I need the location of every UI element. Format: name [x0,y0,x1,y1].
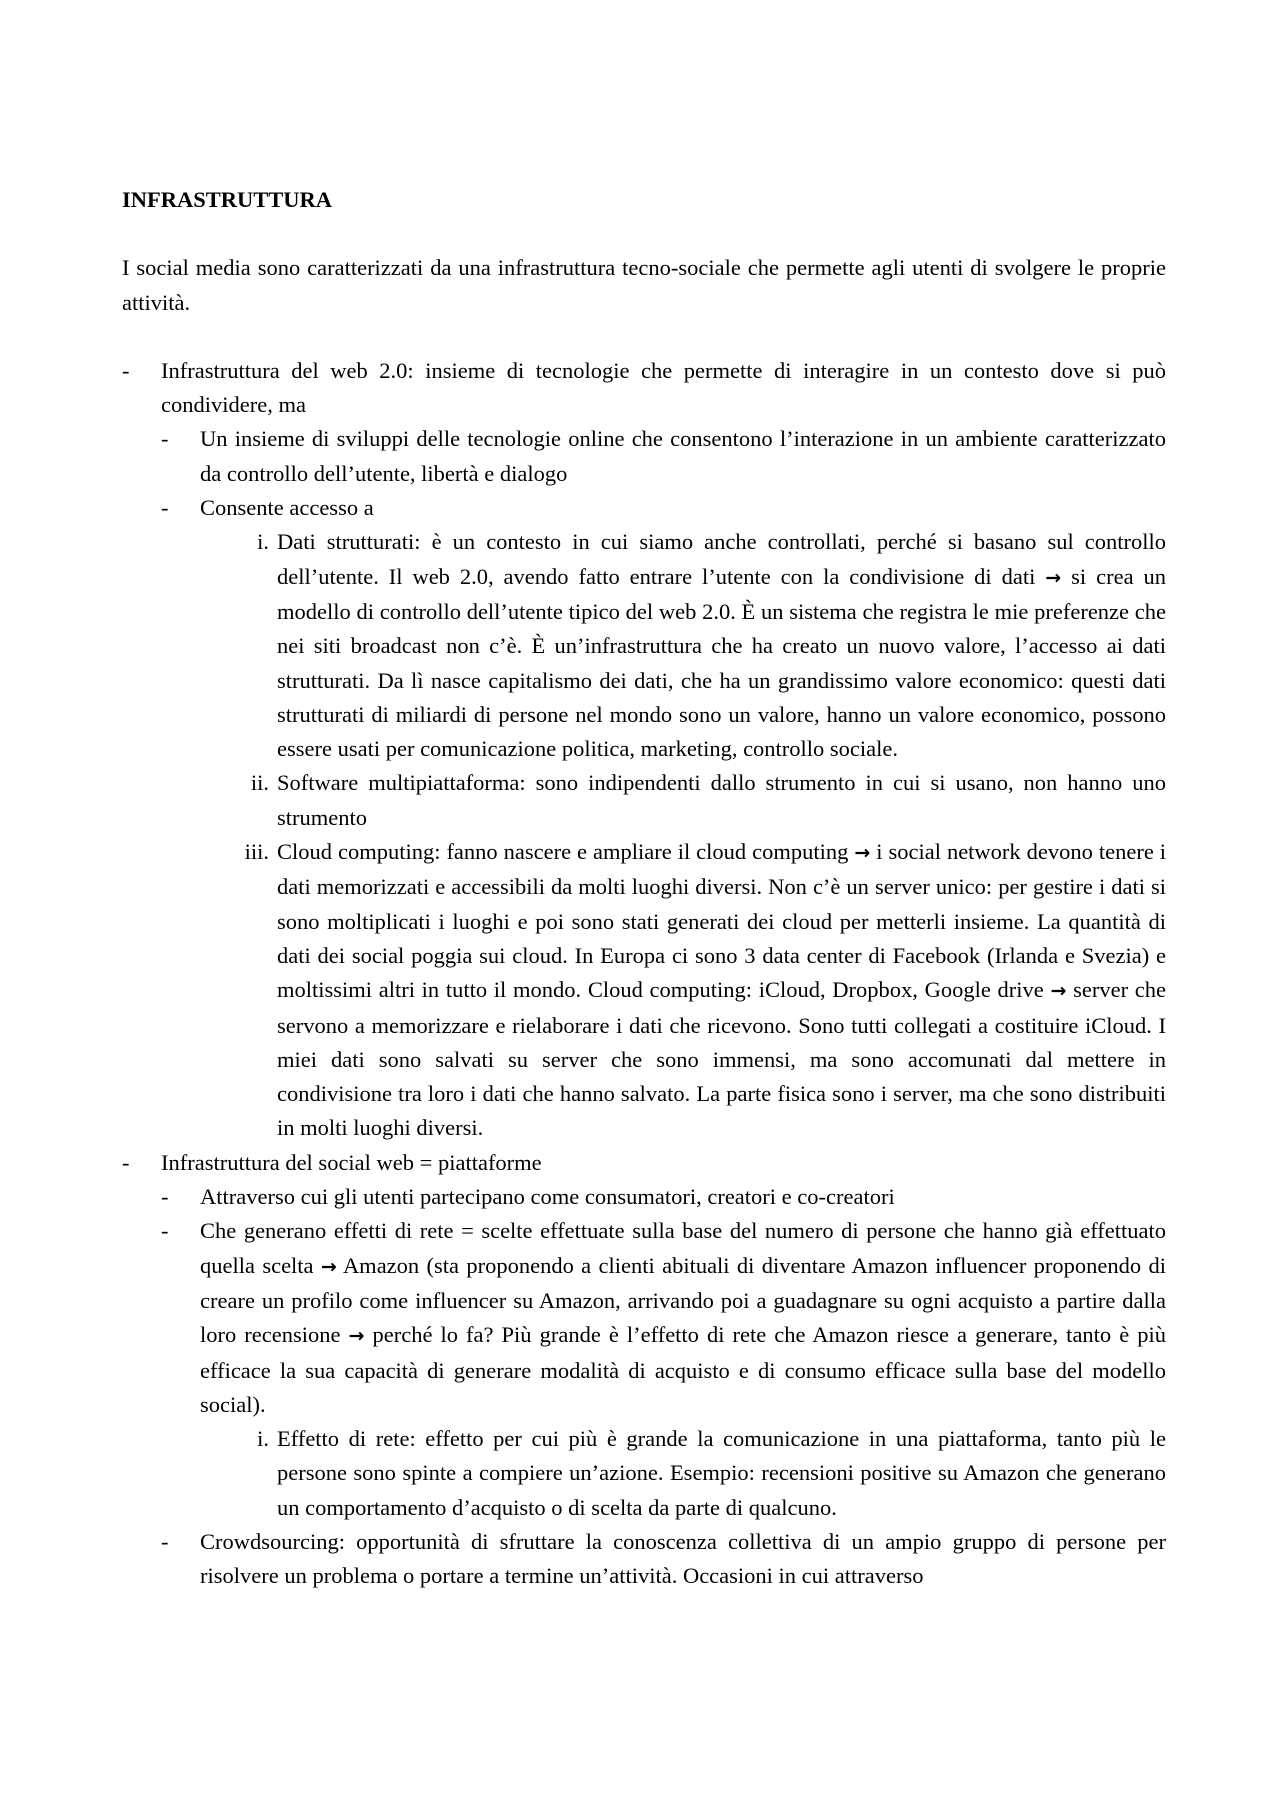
bullet-dash: - [161,426,169,452]
sub-list-item-text: perché lo fa? Più grande è l’effetto di rete che Amazon riesce a generare, tanto è più efficace la sua capacità di generare modalità di acquisto e di consumo efficace sulla base del modello social). [200,1322,1166,1417]
bullet-dash: - [122,1149,130,1175]
list-item-social-web [122,1146,1166,1594]
roman-item-text: Effetto di rete: effetto per cui più è grande la comunicazione in una piattaforma, tanto più le persone sono spinte a compiere un’azione. Esempio: recensioni positive su Amazon che generano un comportamento d’acquisto o di scelta da parte di qualcuno. [277,1426,1166,1520]
roman-item-text: Cloud computing: fanno nascere e ampliare il cloud computing [277,839,849,865]
roman-list-item [239,835,1166,1146]
bullet-dash: - [161,1184,169,1210]
sub-list-item [161,422,1166,491]
sub-list [161,422,1166,1145]
section-heading: INFRASTRUTTURA [122,187,333,212]
arrow-icon: → [1045,566,1062,589]
roman-list-item [239,1422,1166,1525]
sub-list-item [161,491,1166,1146]
roman-numeral: iii. [244,839,269,865]
bullet-dash: - [161,1218,169,1244]
roman-item-text: Dati strutturati: è un contesto in cui siamo anche controllati, perché si basano sul controllo dell’utente. Il web 2.0, avendo fatto entrare l’utente con la condivisione di dati [277,529,1166,589]
sub-list-item [161,1180,1166,1214]
arrow-icon: → [854,842,871,865]
bullet-dash: - [161,495,169,521]
sub-list-item-text: Amazon (sta proponendo a clienti abituali di diventare Amazon influencer proponendo di creare un profilo come influencer su Amazon, arrivando poi a guadagnare su ogni acquisto a partire dalla loro recensione [200,1252,1167,1348]
sub-list-item-text: Un insieme di sviluppi delle tecnologie online che consentono l’interazione in un ambiente caratterizzato da controllo dell’utente, libertà e dialogo [200,426,1166,486]
arrow-icon: → [320,1255,337,1278]
main-list [122,354,1166,1594]
document-page [122,183,1166,1594]
roman-item-text: i social network devono tenere i dati memorizzati e accessibili da molti luoghi diversi. Non c’è un server unico: per gestire i dati si sono moltiplicati i luoghi e poi sono stati generati dei cloud per metterli insieme. La quantità di dati dei social poggia sui cloud. In Europa ci sono 3 data center di Facebook (Irlanda e Svezia) e moltissimi altri in tutto il mondo. Cloud computing: iCloud, Dropbox, Google drive [277,839,1167,1003]
roman-list [239,525,1166,1145]
sub-list-item-text: Crowdsourcing: opportunità di sfruttare la conoscenza collettiva di un ampio gruppo di persone per risolvere un problema o portare a termine un’attività. Occasioni in cui attraverso [200,1528,1166,1589]
sub-list-item [161,1214,1166,1525]
roman-list [239,1422,1166,1525]
roman-numeral: ii. [250,770,269,796]
sub-list-item [161,1525,1166,1594]
roman-numeral: i. [257,1426,269,1452]
intro-paragraph: I social media sono caratterizzati da una infrastruttura tecno-sociale che permette agli utenti di svolgere le proprie attività. [122,255,1166,315]
list-item-text: Infrastruttura del social web = piattaforme [161,1149,542,1175]
arrow-icon: → [1050,980,1067,1003]
sub-list-item-text: Che generano effetti di rete = scelte effettuate sulla base del numero di persone che hanno già effettuato quella scelta [200,1218,1166,1278]
sub-list [161,1180,1166,1594]
roman-item-text: si crea un modello di controllo dell’utente tipico del web 2.0. È un sistema che registra le mie preferenze che nei siti broadcast non c’è. È un’infrastruttura che ha creato un nuovo valore, l’accesso ai dati strutturati. Da lì nasce capitalismo dei dati, che ha un grandissimo valore economico: questi dati strutturati di miliardi di persone nel mondo sono un valore, hanno un valore economico, possono essere usati per comunicazione politica, marketing, controllo sociale. [277,563,1166,762]
roman-list-item [239,525,1166,766]
roman-list-item [239,766,1166,835]
sub-list-item-text: Attraverso cui gli utenti partecipano come consumatori, creatori e co-creatori [200,1184,895,1210]
list-item-web20 [122,354,1166,1146]
roman-numeral: i. [257,529,269,555]
arrow-icon: → [348,1325,365,1348]
bullet-dash: - [161,1528,169,1554]
roman-item-text: Software multipiattaforma: sono indipendenti dallo strumento in cui si usano, non hanno uno strumento [277,770,1166,830]
list-item-text: Infrastruttura del web 2.0: insieme di tecnologie che permette di interagire in un contesto dove si può condividere, ma [161,357,1166,418]
sub-list-item-text: Consente accesso a [200,495,374,521]
bullet-dash: - [122,357,130,383]
roman-item-text: server che servono a memorizzare e rielaborare i dati che ricevono. Sono tutti collegati a costituire iCloud. I miei dati sono salvati su server che sono immensi, ma sono accomunati dal mettere in condivisione tra loro i dati che hanno salvato. La parte fisica sono i server, ma che sono distribuiti in molti luoghi diversi. [277,977,1166,1141]
